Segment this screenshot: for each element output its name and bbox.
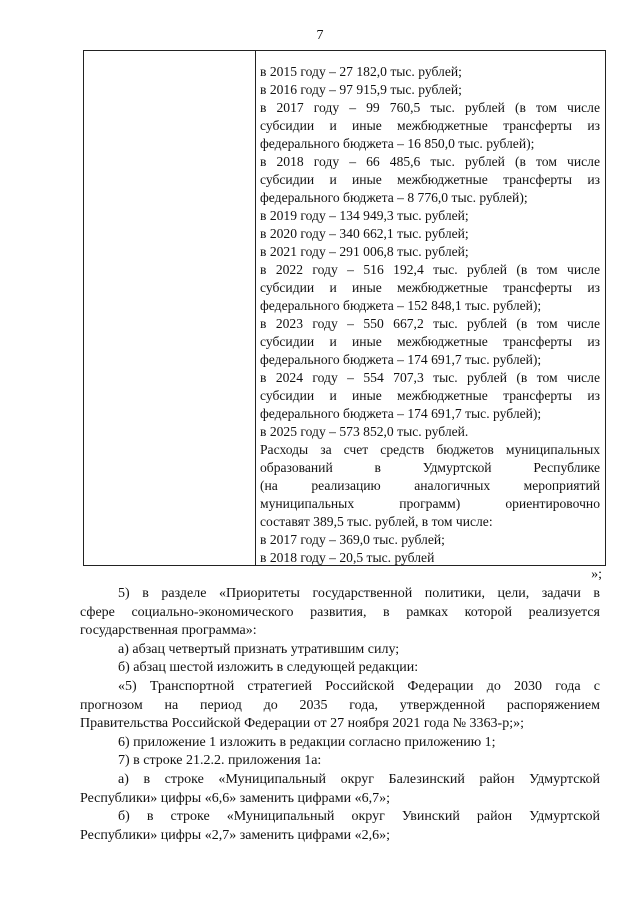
paragraph-7a-line: а) в строке «Муниципальный округ Балезинский район Удмуртской xyxy=(118,771,600,787)
paragraph-7a-line: Республики» цифры «6,6» заменить цифрами «6,7»; xyxy=(80,790,391,806)
amendments-text xyxy=(80,585,600,845)
table-line: в 2019 году – 134 949,3 тыс. рублей; xyxy=(260,208,469,223)
paragraph-a: а) абзац четвертый признать утратившим силу; xyxy=(118,641,400,657)
paragraph-7b-line: Республики» цифры «2,7» заменить цифрами «2,6»; xyxy=(80,827,391,843)
table-line: субсидии и иные межбюджетные трансферты из xyxy=(260,118,600,133)
funding-cell xyxy=(260,63,600,567)
paragraph-5-line: 5) в разделе «Приоритеты государственной политики, цели, задачи в xyxy=(118,586,600,601)
table-line: федерального бюджета – 8 776,0 тыс. рублей); xyxy=(260,190,528,205)
table-line: субсидии и иные межбюджетные трансферты из xyxy=(260,172,600,187)
table-line: составят 389,5 тыс. рублей, в том числе: xyxy=(260,514,493,529)
table-line: в 2020 году – 340 662,1 тыс. рублей; xyxy=(260,226,469,241)
table-line: субсидии и иные межбюджетные трансферты из xyxy=(260,388,600,403)
table-line: в 2023 году – 550 667,2 тыс. рублей (в том числе xyxy=(260,316,600,331)
table-line: в 2018 году – 66 485,6 тыс. рублей (в том числе xyxy=(260,154,600,169)
table-line: в 2016 году – 97 915,9 тыс. рублей; xyxy=(260,82,462,97)
table-line: в 2015 году – 27 182,0 тыс. рублей; xyxy=(260,64,462,79)
table-line: субсидии и иные межбюджетные трансферты из xyxy=(260,334,600,349)
table-line: федерального бюджета – 174 691,7 тыс. рублей); xyxy=(260,406,542,421)
closing-quote: »; xyxy=(591,567,602,582)
table-line: в 2017 году – 99 760,5 тыс. рублей (в том числе xyxy=(260,100,600,115)
table-line: в 2018 году – 20,5 тыс. рублей xyxy=(260,550,435,565)
quoted-paragraph-line: Правительства Российской Федерации от 27 ноября 2021 года № 3363-р;»; xyxy=(80,716,525,732)
table-line: (на реализацию аналогичных мероприятий xyxy=(260,478,600,493)
table-line: федерального бюджета – 174 691,7 тыс. рублей); xyxy=(260,352,542,367)
paragraph-b: б) абзац шестой изложить в следующей редакции: xyxy=(118,660,419,676)
table-line: в 2025 году – 573 852,0 тыс. рублей. xyxy=(260,424,469,439)
paragraph-6: 6) приложение 1 изложить в редакции согласно приложению 1; xyxy=(118,734,496,750)
paragraph-5-line: сфере социально-экономического развития, в рамках которой реализуется xyxy=(80,604,600,620)
paragraph-7: 7) в строке 21.2.2. приложения 1а: xyxy=(118,753,322,769)
table-line: федерального бюджета – 152 848,1 тыс. рублей); xyxy=(260,298,542,313)
table-line: в 2017 году – 369,0 тыс. рублей; xyxy=(260,532,445,547)
table-line: субсидии и иные межбюджетные трансферты из xyxy=(260,280,600,295)
table-line: образований в Удмуртской Республике xyxy=(260,460,600,475)
quoted-paragraph-line: прогнозом на период до 2035 года, утвержденной распоряжением xyxy=(80,697,600,713)
table-line: федерального бюджета – 16 850,0 тыс. рублей); xyxy=(260,136,535,151)
table-line: в 2024 году – 554 707,3 тыс. рублей (в том числе xyxy=(260,370,600,385)
table-line: муниципальных программ) ориентировочно xyxy=(260,496,600,511)
table-column-divider xyxy=(255,51,256,565)
funding-table xyxy=(83,50,606,566)
page-number: 7 xyxy=(316,28,324,43)
paragraph-7b-line: б) в строке «Муниципальный округ Увинский район Удмуртской xyxy=(118,809,600,825)
table-line: в 2022 году – 516 192,4 тыс. рублей (в том числе xyxy=(260,262,600,277)
table-line: в 2021 году – 291 006,8 тыс. рублей; xyxy=(260,244,469,259)
paragraph-5-line: государственная программа»: xyxy=(80,623,257,639)
table-line: Расходы за счет средств бюджетов муниципальных xyxy=(260,442,600,457)
quoted-paragraph-line: «5) Транспортной стратегией Российской Федерации до 2030 года с xyxy=(118,678,600,694)
